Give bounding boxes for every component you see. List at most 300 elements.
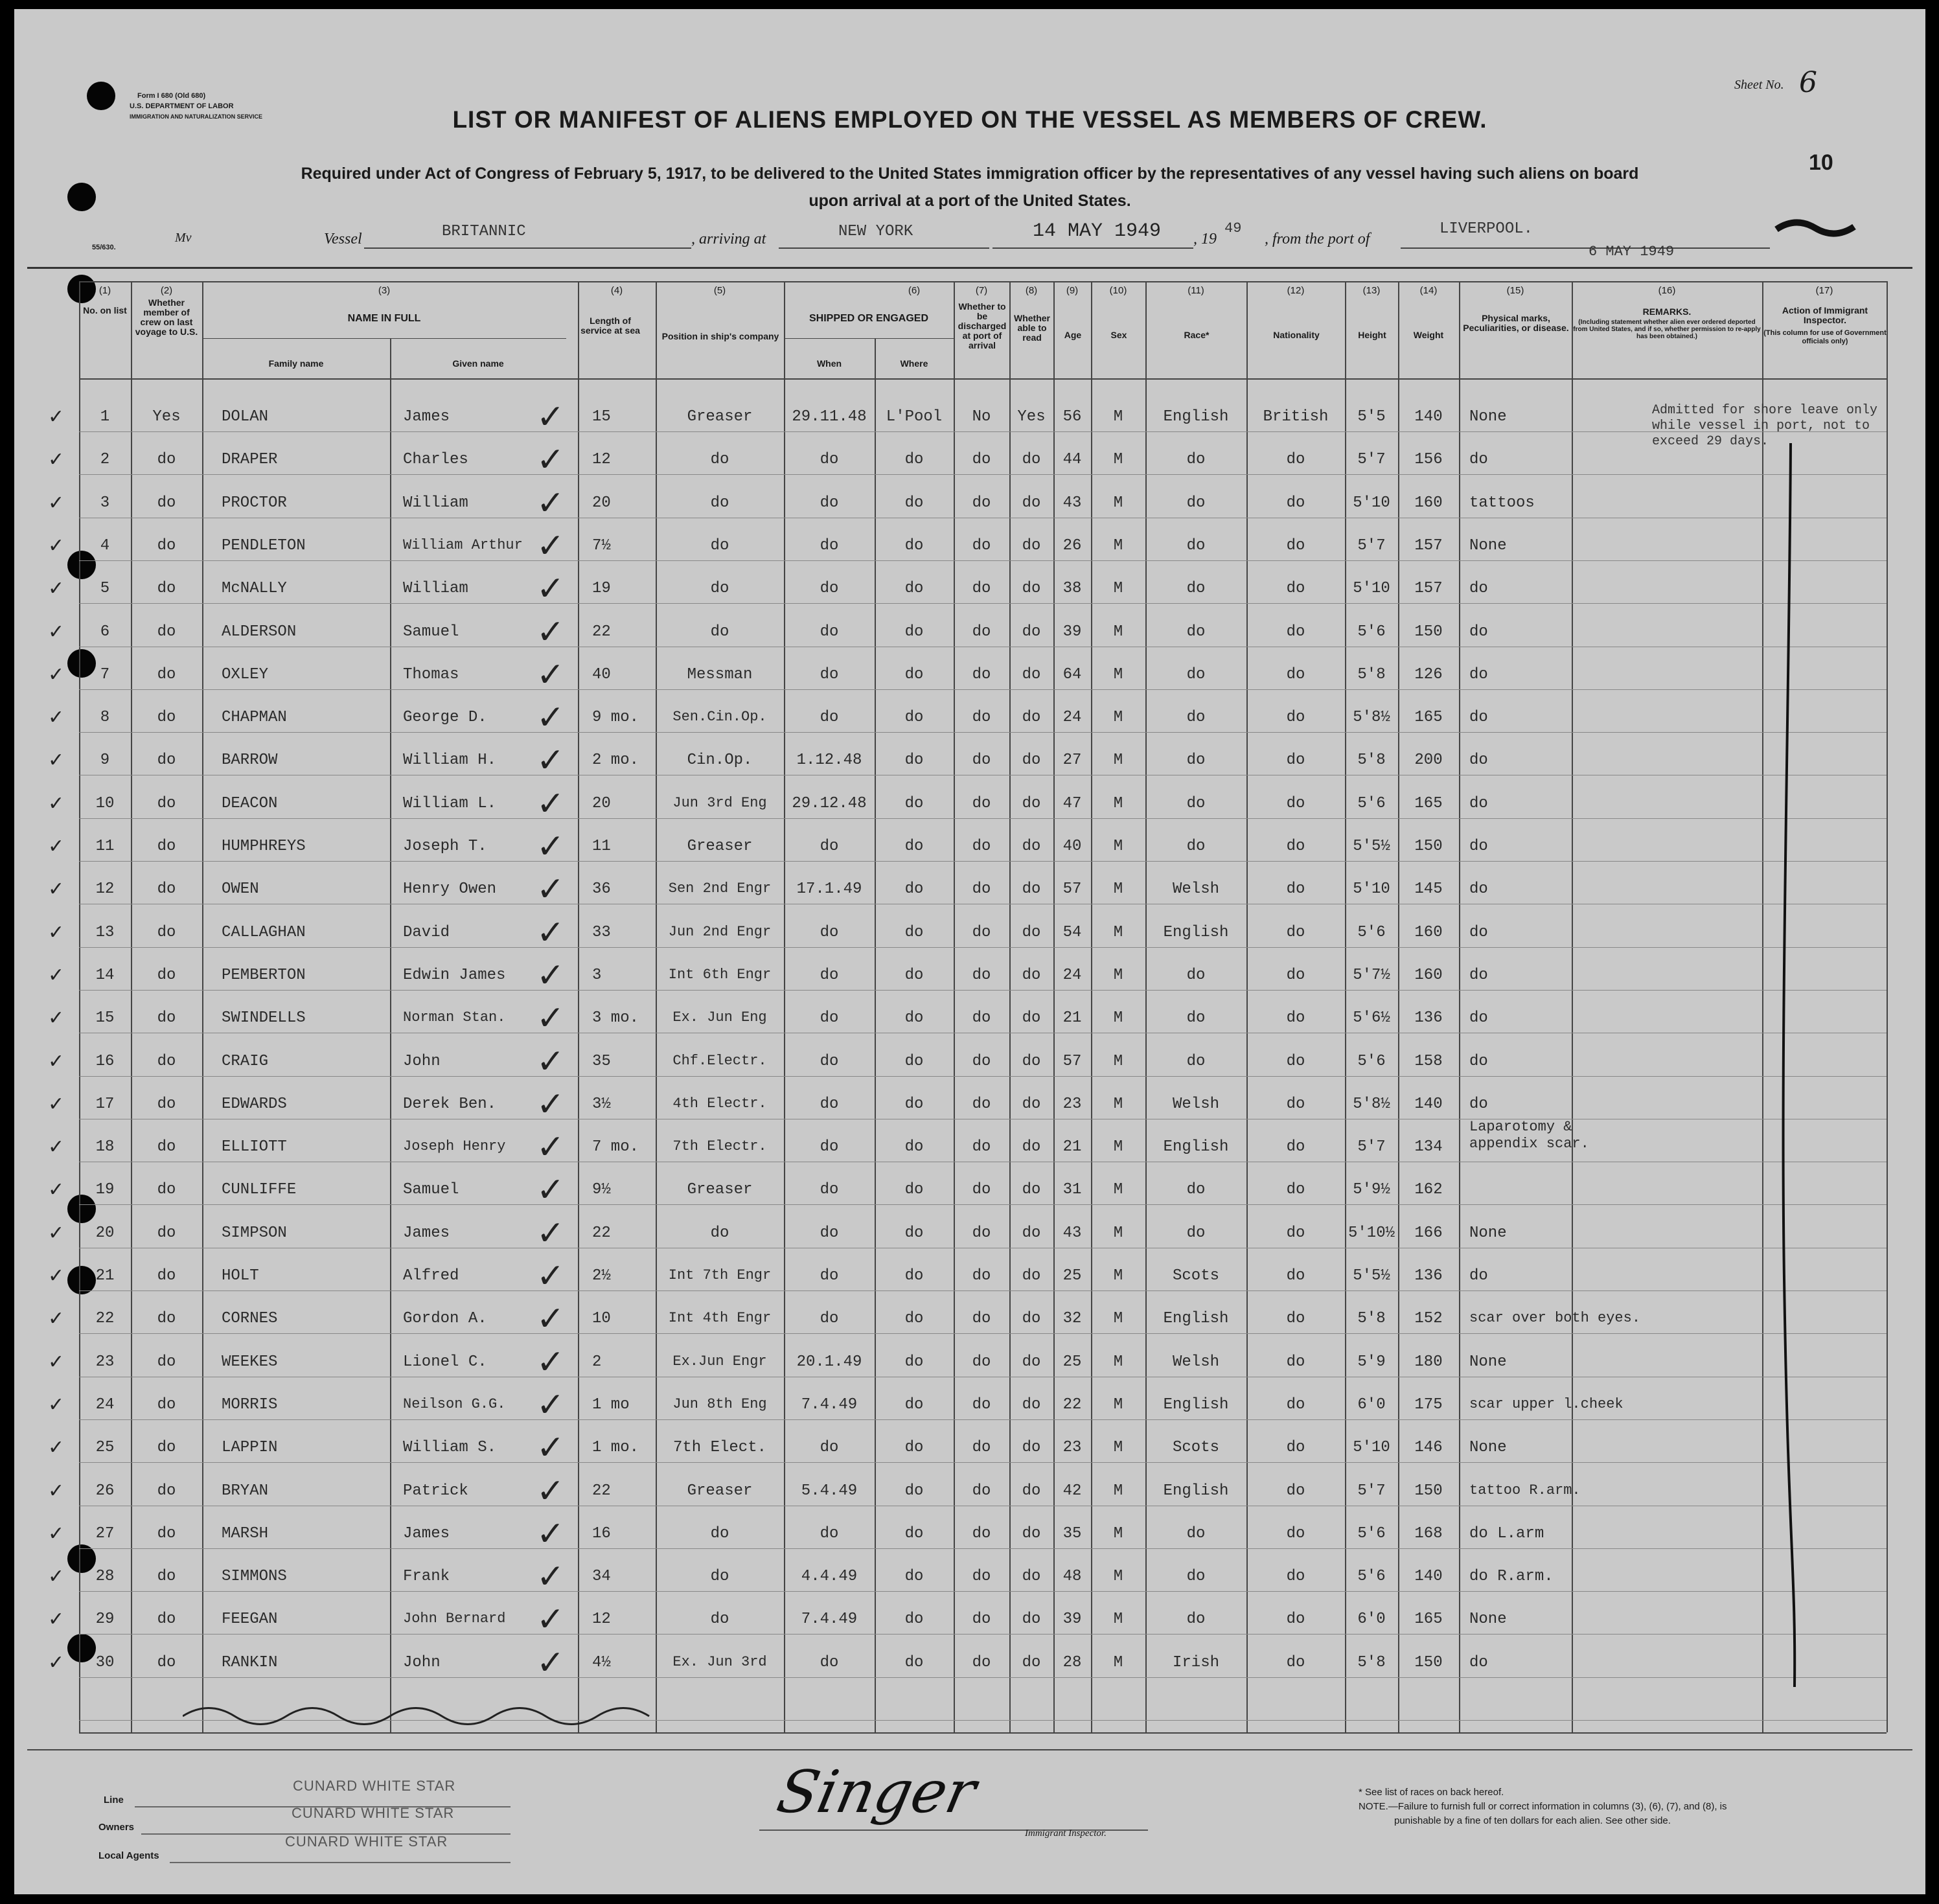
verified-check-icon: ✓ bbox=[536, 956, 565, 995]
col-age: Age bbox=[1064, 330, 1082, 340]
cell-age: 25 bbox=[1062, 1353, 1082, 1371]
cell-member: do bbox=[157, 1568, 176, 1585]
cell-when: do bbox=[820, 709, 839, 726]
cell-weight: 152 bbox=[1414, 1310, 1443, 1327]
cell-position: do bbox=[710, 623, 729, 641]
act-requirement-line1: Required under Act of Congress of February 5, 1917, to be delivered to the United States immigration officer by the representatives of any vessel having such aliens on board bbox=[301, 165, 1639, 183]
cell-weight: 150 bbox=[1414, 1654, 1443, 1671]
cell-member: do bbox=[157, 494, 176, 512]
cell-given: William Arthur bbox=[403, 537, 523, 553]
cell-service: 20 bbox=[592, 494, 611, 512]
cell-where: L'Pool bbox=[886, 408, 943, 426]
col-length-service: Length of service at sea bbox=[580, 315, 640, 336]
line-stamp: CUNARD WHITE STAR bbox=[293, 1778, 456, 1794]
cell-disch: do bbox=[972, 967, 991, 984]
cell-service: 12 bbox=[592, 451, 611, 468]
cell-service: 40 bbox=[592, 666, 611, 683]
cell-given: James bbox=[403, 1525, 450, 1543]
cell-nat: do bbox=[1286, 1095, 1305, 1113]
cell-height: 5'7½ bbox=[1353, 967, 1390, 984]
cell-position: Int 6th Engr bbox=[668, 967, 772, 983]
cell-no: 18 bbox=[95, 1138, 115, 1156]
column-divider bbox=[875, 338, 876, 1732]
cell-member: do bbox=[157, 924, 176, 941]
cell-disch: do bbox=[972, 1654, 991, 1671]
cell-where: do bbox=[904, 1353, 924, 1371]
cell-given: Samuel bbox=[403, 1181, 459, 1199]
cell-age: 40 bbox=[1062, 838, 1082, 855]
check-mark-icon: ✓ bbox=[48, 1222, 65, 1244]
cell-no: 25 bbox=[95, 1439, 115, 1456]
cell-weight: 200 bbox=[1414, 751, 1443, 769]
cell-read: do bbox=[1022, 1525, 1041, 1543]
check-mark-icon: ✓ bbox=[48, 1565, 65, 1588]
cell-given: Patrick bbox=[403, 1482, 468, 1500]
cell-given: Edwin James bbox=[403, 967, 506, 984]
column-number: (12) bbox=[1287, 285, 1305, 296]
cell-when: 7.4.49 bbox=[801, 1396, 858, 1414]
cell-height: 5'8½ bbox=[1353, 709, 1390, 726]
verified-check-icon: ✓ bbox=[536, 827, 565, 866]
cell-nat: do bbox=[1286, 880, 1305, 898]
cell-height: 5'10 bbox=[1353, 880, 1390, 898]
remarks-note-line2: while vessel in port, not to bbox=[1652, 419, 1870, 433]
cell-race: Irish bbox=[1172, 1654, 1220, 1671]
vessel-name: BRITANNIC bbox=[442, 223, 526, 240]
cell-nat: do bbox=[1286, 1439, 1305, 1456]
cell-family: WEEKES bbox=[222, 1353, 278, 1371]
cell-no: 13 bbox=[95, 924, 115, 941]
cell-height: 5'7 bbox=[1357, 1482, 1386, 1500]
cell-read: do bbox=[1022, 451, 1041, 468]
cell-position: Int 4th Engr bbox=[668, 1310, 772, 1326]
verified-check-icon: ✓ bbox=[536, 1214, 565, 1253]
cell-service: 1 mo bbox=[592, 1396, 630, 1414]
cell-where: do bbox=[904, 494, 924, 512]
cell-no: 2 bbox=[100, 451, 110, 468]
cell-height: 5'10 bbox=[1353, 1439, 1390, 1456]
verified-check-icon: ✓ bbox=[536, 441, 565, 479]
cell-nat: do bbox=[1286, 924, 1305, 941]
row-rule bbox=[79, 1204, 1887, 1205]
cell-weight: 180 bbox=[1414, 1353, 1443, 1371]
verified-check-icon: ✓ bbox=[536, 1515, 565, 1554]
cell-height: 5'7 bbox=[1357, 451, 1386, 468]
column-number: (17) bbox=[1815, 285, 1833, 296]
cell-weight: 126 bbox=[1414, 666, 1443, 683]
cell-height: 6'0 bbox=[1357, 1396, 1386, 1414]
cell-when: do bbox=[820, 666, 839, 683]
cell-no: 8 bbox=[100, 709, 110, 726]
column-number: (6) bbox=[908, 285, 921, 296]
check-mark-icon: ✓ bbox=[48, 406, 65, 428]
cell-height: 5'5 bbox=[1357, 408, 1386, 426]
cell-nat: do bbox=[1286, 666, 1305, 683]
cell-family: ALDERSON bbox=[222, 623, 297, 641]
cell-weight: 150 bbox=[1414, 623, 1443, 641]
check-mark-icon: ✓ bbox=[48, 1093, 65, 1116]
cell-member: do bbox=[157, 1095, 176, 1113]
cell-read: do bbox=[1022, 1310, 1041, 1327]
cell-read: do bbox=[1022, 1181, 1041, 1199]
cell-where: do bbox=[904, 1396, 924, 1414]
cell-weight: 158 bbox=[1414, 1053, 1443, 1070]
column-number: (16) bbox=[1658, 285, 1676, 296]
cell-position: do bbox=[710, 494, 729, 512]
cell-sex: M bbox=[1113, 1439, 1123, 1456]
cell-marks: do bbox=[1469, 709, 1488, 726]
row-rule bbox=[79, 1677, 1887, 1678]
cell-where: do bbox=[904, 1439, 924, 1456]
cell-given: Thomas bbox=[403, 666, 459, 683]
column-divider bbox=[1091, 281, 1092, 1732]
cell-read: Yes bbox=[1017, 408, 1046, 426]
cell-sex: M bbox=[1113, 1053, 1123, 1070]
column-number: (11) bbox=[1187, 285, 1204, 296]
cell-no: 14 bbox=[95, 967, 115, 984]
cell-where: do bbox=[904, 1654, 924, 1671]
cell-position: Chf.Electr. bbox=[672, 1053, 767, 1069]
cell-where: do bbox=[904, 1568, 924, 1585]
cell-family: EDWARDS bbox=[222, 1095, 287, 1113]
cell-age: 24 bbox=[1062, 709, 1082, 726]
col-remarks-sub: (Including statement whether alien ever ordered deported from United States, and if so, whether permission to re-apply has been obtained.) bbox=[1573, 319, 1761, 340]
cell-disch: do bbox=[972, 580, 991, 597]
cell-read: do bbox=[1022, 1396, 1041, 1414]
cell-service: 16 bbox=[592, 1525, 611, 1543]
cell-family: OWEN bbox=[222, 880, 259, 898]
cell-when: do bbox=[820, 580, 839, 597]
cell-given: James bbox=[403, 408, 450, 426]
cell-where: do bbox=[904, 880, 924, 898]
cell-family: LAPPIN bbox=[222, 1439, 278, 1456]
cell-when: do bbox=[820, 1181, 839, 1199]
verified-check-icon: ✓ bbox=[536, 741, 565, 780]
cell-family: CRAIG bbox=[222, 1053, 269, 1070]
cell-when: do bbox=[820, 1138, 839, 1156]
cell-family: MORRIS bbox=[222, 1396, 278, 1414]
cell-sex: M bbox=[1113, 1654, 1123, 1671]
cell-age: 32 bbox=[1062, 1310, 1082, 1327]
verified-check-icon: ✓ bbox=[536, 785, 565, 823]
cell-nat: do bbox=[1286, 1568, 1305, 1585]
cell-family: ELLIOTT bbox=[222, 1138, 287, 1156]
cell-age: 23 bbox=[1062, 1095, 1082, 1113]
check-mark-icon: ✓ bbox=[48, 706, 65, 729]
cell-given: William bbox=[403, 494, 468, 512]
cell-when: do bbox=[820, 1053, 839, 1070]
cell-no: 6 bbox=[100, 623, 110, 641]
cell-race: do bbox=[1186, 838, 1206, 855]
verified-check-icon: ✓ bbox=[536, 870, 565, 909]
check-mark-icon: ✓ bbox=[48, 921, 65, 944]
cell-given: Joseph T. bbox=[403, 838, 487, 855]
cell-nat: do bbox=[1286, 1482, 1305, 1500]
cell-family: SIMMONS bbox=[222, 1568, 287, 1585]
cell-age: 21 bbox=[1062, 1138, 1082, 1156]
cell-service: 19 bbox=[592, 580, 611, 597]
cell-given: Norman Stan. bbox=[403, 1009, 506, 1026]
cell-position: Greaser bbox=[687, 838, 753, 855]
cell-marks: None bbox=[1469, 1224, 1507, 1242]
cell-no: 9 bbox=[100, 751, 110, 769]
cell-no: 26 bbox=[95, 1482, 115, 1500]
cell-nat: do bbox=[1286, 1525, 1305, 1543]
col-given-name: Given name bbox=[452, 358, 504, 369]
check-mark-icon: ✓ bbox=[48, 1394, 65, 1416]
cell-nat: do bbox=[1286, 623, 1305, 641]
cell-race: do bbox=[1186, 451, 1206, 468]
cell-sex: M bbox=[1113, 880, 1123, 898]
mv-label: Mv bbox=[175, 231, 192, 245]
cell-marks: None bbox=[1469, 1611, 1507, 1628]
cell-weight: 160 bbox=[1414, 924, 1443, 941]
cell-member: do bbox=[157, 1396, 176, 1414]
cell-family: CALLAGHAN bbox=[222, 924, 306, 941]
cell-service: 7 mo. bbox=[592, 1138, 639, 1156]
check-mark-icon: ✓ bbox=[48, 1265, 65, 1287]
cell-marks: do bbox=[1469, 666, 1488, 683]
check-mark-icon: ✓ bbox=[48, 663, 65, 686]
cell-height: 5'6 bbox=[1357, 623, 1386, 641]
cell-weight: 166 bbox=[1414, 1224, 1443, 1242]
cell-nat: do bbox=[1286, 1138, 1305, 1156]
col-family-name: Family name bbox=[268, 358, 324, 369]
row-rule bbox=[79, 560, 1887, 561]
check-mark-icon: ✓ bbox=[48, 878, 65, 900]
cell-nat: do bbox=[1286, 1267, 1305, 1285]
cell-family: DRAPER bbox=[222, 451, 278, 468]
cell-position: Ex. Jun Eng bbox=[672, 1009, 767, 1026]
cell-when: do bbox=[820, 1525, 839, 1543]
check-mark-icon: ✓ bbox=[48, 1136, 65, 1158]
cell-where: do bbox=[904, 1267, 924, 1285]
cell-nat: do bbox=[1286, 709, 1305, 726]
cell-no: 24 bbox=[95, 1396, 115, 1414]
cell-height: 5'8 bbox=[1357, 1654, 1386, 1671]
cell-height: 5'7 bbox=[1357, 537, 1386, 555]
cell-sex: M bbox=[1113, 494, 1123, 512]
cell-marks: do R.arm. bbox=[1469, 1568, 1554, 1585]
cell-member: do bbox=[157, 623, 176, 641]
cell-weight: 136 bbox=[1414, 1267, 1443, 1285]
cell-service: 33 bbox=[592, 924, 611, 941]
page-title: LIST OR MANIFEST OF ALIENS EMPLOYED ON THE VESSEL AS MEMBERS OF CREW. bbox=[452, 106, 1487, 133]
cell-given: John bbox=[403, 1053, 441, 1070]
cell-given: Samuel bbox=[403, 623, 459, 641]
cell-position: 4th Electr. bbox=[672, 1095, 767, 1112]
cell-disch: do bbox=[972, 880, 991, 898]
cell-no: 21 bbox=[95, 1267, 115, 1285]
cell-family: HOLT bbox=[222, 1267, 259, 1285]
verified-check-icon: ✓ bbox=[536, 527, 565, 566]
cell-nat: do bbox=[1286, 1611, 1305, 1628]
column-number: (7) bbox=[975, 285, 988, 296]
cell-marks: do bbox=[1469, 1267, 1488, 1285]
cell-no: 30 bbox=[95, 1654, 115, 1671]
cell-when: do bbox=[820, 537, 839, 555]
cell-sex: M bbox=[1113, 1568, 1123, 1585]
cell-read: do bbox=[1022, 1053, 1041, 1070]
cell-service: 3 bbox=[592, 967, 602, 984]
cell-member: Yes bbox=[152, 408, 181, 426]
cell-where: do bbox=[904, 1095, 924, 1113]
cell-where: do bbox=[904, 709, 924, 726]
line-label: Line bbox=[104, 1795, 124, 1806]
check-mark-icon: ✓ bbox=[48, 1050, 65, 1073]
act-requirement-line2: upon arrival at a port of the United States. bbox=[809, 192, 1131, 210]
cell-weight: 162 bbox=[1414, 1181, 1443, 1199]
owners-label: Owners bbox=[98, 1822, 135, 1833]
cell-position: Messman bbox=[687, 666, 753, 683]
cell-disch: do bbox=[972, 494, 991, 512]
check-mark-icon: ✓ bbox=[48, 1307, 65, 1330]
cell-age: 47 bbox=[1062, 795, 1082, 812]
cell-given: William bbox=[403, 580, 468, 597]
col-no-on-list: No. on list bbox=[83, 305, 127, 315]
cell-nat: do bbox=[1286, 1654, 1305, 1671]
cell-where: do bbox=[904, 1224, 924, 1242]
cell-position: do bbox=[710, 1525, 729, 1543]
cell-height: 5'6 bbox=[1357, 795, 1386, 812]
cell-age: 39 bbox=[1062, 1611, 1082, 1628]
cell-marks: None bbox=[1469, 1439, 1507, 1456]
cell-when: do bbox=[820, 1310, 839, 1327]
cell-where: do bbox=[904, 967, 924, 984]
cell-height: 5'6 bbox=[1357, 924, 1386, 941]
cell-family: SIMPSON bbox=[222, 1224, 287, 1242]
cell-no: 1 bbox=[100, 408, 110, 426]
col-discharged: Whether to be discharged at port of arrival bbox=[958, 301, 1007, 350]
cell-sex: M bbox=[1113, 709, 1123, 726]
cell-marks: do bbox=[1469, 751, 1488, 769]
cell-race: do bbox=[1186, 967, 1206, 984]
cell-service: 2½ bbox=[592, 1267, 611, 1285]
cell-marks: tattoos bbox=[1469, 494, 1535, 512]
cell-no: 17 bbox=[95, 1095, 115, 1113]
cell-member: do bbox=[157, 666, 176, 683]
cell-family: PENDLETON bbox=[222, 537, 306, 555]
cell-nat: do bbox=[1286, 1009, 1305, 1027]
cell-member: do bbox=[157, 709, 176, 726]
inspector-mark-icon bbox=[1776, 437, 1802, 1700]
column-divider bbox=[1345, 281, 1346, 1732]
cell-when: do bbox=[820, 967, 839, 984]
verified-check-icon: ✓ bbox=[536, 1257, 565, 1296]
cell-read: do bbox=[1022, 1654, 1041, 1671]
end-of-list-scribble-icon bbox=[183, 1700, 688, 1732]
cell-service: 10 bbox=[592, 1310, 611, 1327]
cell-weight: 165 bbox=[1414, 1611, 1443, 1628]
cell-race: Welsh bbox=[1172, 1095, 1220, 1113]
cell-height: 5'5½ bbox=[1353, 838, 1390, 855]
cell-sex: M bbox=[1113, 408, 1123, 426]
cell-nat: do bbox=[1286, 537, 1305, 555]
col-shipped-engaged: SHIPPED OR ENGAGED bbox=[809, 313, 929, 324]
from-label: , from the port of bbox=[1265, 231, 1370, 247]
cell-disch: do bbox=[972, 1009, 991, 1027]
column-divider bbox=[1887, 281, 1888, 1732]
cell-position: Ex. Jun 3rd bbox=[672, 1654, 767, 1670]
cell-sex: M bbox=[1113, 537, 1123, 555]
row-rule bbox=[79, 1548, 1887, 1549]
cell-nat: do bbox=[1286, 1224, 1305, 1242]
check-mark-icon: ✓ bbox=[48, 534, 65, 557]
row-rule bbox=[79, 1462, 1887, 1463]
cell-when: do bbox=[820, 1095, 839, 1113]
cell-read: do bbox=[1022, 666, 1041, 683]
cell-race: do bbox=[1186, 1525, 1206, 1543]
cell-position: do bbox=[710, 451, 729, 468]
cell-read: do bbox=[1022, 1138, 1041, 1156]
column-number: (2) bbox=[160, 285, 173, 296]
cell-when: do bbox=[820, 1009, 839, 1027]
row-rule bbox=[79, 818, 1887, 819]
cell-read: do bbox=[1022, 924, 1041, 941]
arriving-label: , arriving at bbox=[691, 231, 766, 247]
cell-nat: do bbox=[1286, 751, 1305, 769]
cell-given: Joseph Henry bbox=[403, 1138, 506, 1154]
cell-age: 43 bbox=[1062, 1224, 1082, 1242]
verified-check-icon: ✓ bbox=[536, 1428, 565, 1467]
cell-weight: 150 bbox=[1414, 838, 1443, 855]
cell-read: do bbox=[1022, 967, 1041, 984]
cell-service: 4½ bbox=[592, 1654, 611, 1671]
cell-age: 21 bbox=[1062, 1009, 1082, 1027]
column-number: (14) bbox=[1419, 285, 1438, 296]
cell-member: do bbox=[157, 795, 176, 812]
year-prefix: , 19 bbox=[1193, 231, 1217, 247]
cell-race: do bbox=[1186, 537, 1206, 555]
cell-member: do bbox=[157, 1053, 176, 1070]
cell-given: Charles bbox=[403, 451, 468, 468]
cell-read: do bbox=[1022, 1568, 1041, 1585]
cell-nat: do bbox=[1286, 580, 1305, 597]
column-divider bbox=[1246, 281, 1248, 1732]
cell-height: 5'9 bbox=[1357, 1353, 1386, 1371]
cell-weight: 175 bbox=[1414, 1396, 1443, 1414]
note-line2: punishable by a fine of ten dollars for each alien. See other side. bbox=[1394, 1815, 1671, 1826]
cell-marks: do bbox=[1469, 1654, 1488, 1671]
cell-height: 5'8 bbox=[1357, 751, 1386, 769]
cell-marks: do bbox=[1469, 880, 1488, 898]
verified-check-icon: ✓ bbox=[536, 1300, 565, 1338]
cell-disch: do bbox=[972, 1095, 991, 1113]
cell-disch: do bbox=[972, 1053, 991, 1070]
check-mark-icon: ✓ bbox=[48, 1351, 65, 1373]
cell-family: SWINDELLS bbox=[222, 1009, 306, 1027]
cell-where: do bbox=[904, 1482, 924, 1500]
cell-race: do bbox=[1186, 1009, 1206, 1027]
cell-read: do bbox=[1022, 623, 1041, 641]
cell-member: do bbox=[157, 1310, 176, 1327]
cell-read: do bbox=[1022, 751, 1041, 769]
cell-where: do bbox=[904, 580, 924, 597]
cell-family: MARSH bbox=[222, 1525, 269, 1543]
cell-height: 5'10½ bbox=[1348, 1224, 1395, 1242]
cell-age: 22 bbox=[1062, 1396, 1082, 1414]
local-agents-label: Local Agents bbox=[98, 1850, 159, 1861]
check-mark-icon: ✓ bbox=[48, 577, 65, 600]
sheet-label: Sheet No. bbox=[1734, 78, 1784, 92]
row-rule bbox=[79, 431, 1887, 432]
form-code: 55/630. bbox=[92, 244, 116, 251]
cell-race: do bbox=[1186, 1053, 1206, 1070]
cell-height: 5'9½ bbox=[1353, 1181, 1390, 1199]
cell-service: 15 bbox=[592, 408, 611, 426]
cell-nat: do bbox=[1286, 838, 1305, 855]
cell-age: 28 bbox=[1062, 1654, 1082, 1671]
